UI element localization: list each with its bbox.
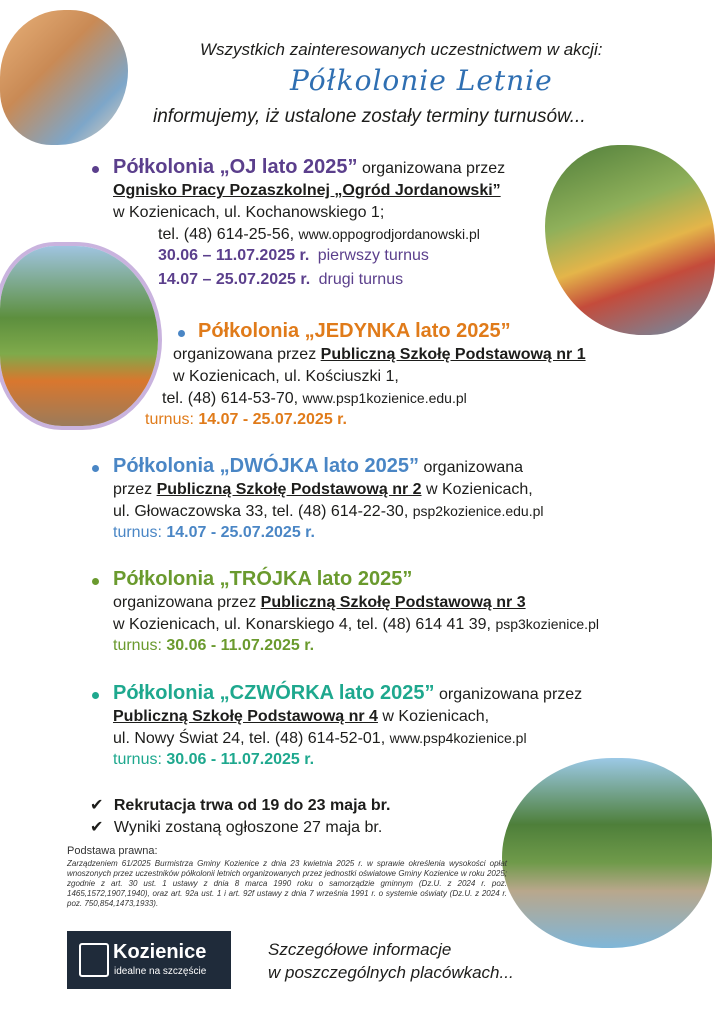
camp-jedynka-by: organizowana przez xyxy=(173,346,317,363)
camp-czworka-address: ul. Nowy Świat 24, tel. (48) 614-52-01, xyxy=(113,730,386,747)
camp-czworka-website[interactable]: www.psp4kozienice.pl xyxy=(389,730,527,746)
camp-oj-term1: 30.06 – 11.07.2025 r. xyxy=(158,247,310,264)
footer-line-1: Szczegółowe informacje xyxy=(268,940,452,959)
bullet-icon xyxy=(92,692,99,699)
camp-jedynka-website[interactable]: www.psp1kozienice.edu.pl xyxy=(302,390,467,406)
camp-trojka-title: Półkolonia „TRÓJKA lato 2025” xyxy=(113,568,413,590)
photo-water-park xyxy=(502,758,712,948)
camp-jedynka-turnus-label: turnus: xyxy=(145,411,194,428)
photo-children-top-left xyxy=(0,10,128,145)
photo-children-group xyxy=(545,145,715,335)
bullet-icon xyxy=(92,465,99,472)
checklist-item xyxy=(90,817,382,837)
bullet-icon xyxy=(92,166,99,173)
camp-czworka-after-org: w Kozienicach, xyxy=(382,708,490,725)
camp-trojka-address: w Kozienicach, ul. Konarskiego 4, tel. (48) 614 41 39, xyxy=(113,616,491,633)
footer-line-2: w poszczególnych placówkach... xyxy=(268,963,514,982)
header-intro: Wszystkich zainteresowanych uczestnictwem w akcji: xyxy=(200,40,603,59)
results-text: Wyniki zostaną ogłoszone 27 maja br. xyxy=(113,819,383,836)
camp-trojka-turnus: 30.06 - 11.07.2025 r. xyxy=(166,637,315,654)
camp-jedynka-turnus: 14.07 - 25.07.2025 r. xyxy=(198,411,347,428)
camp-czworka-turnus: 30.06 - 11.07.2025 r. xyxy=(166,751,315,768)
camp-jedynka-org: Publiczną Szkołę Podstawową nr 1 xyxy=(320,346,586,363)
camp-trojka-turnus-label: turnus: xyxy=(113,637,162,654)
check-icon: ✔ xyxy=(90,797,104,814)
photo-playground xyxy=(0,246,158,426)
camp-dwojka-turnus-label: turnus: xyxy=(113,524,162,541)
camp-oj-phone: tel. (48) 614-25-56, xyxy=(158,226,295,243)
camp-dwojka-prefix: przez xyxy=(113,481,153,498)
camp-dwojka-address: ul. Głowaczowska 33, tel. (48) 614-22-30, xyxy=(113,503,409,520)
camp-dwojka-after-org: w Kozienicach, xyxy=(425,481,533,498)
camp-oj-term2-label: drugi turnus xyxy=(318,271,404,288)
bullet-icon xyxy=(92,578,99,585)
kozienice-logo xyxy=(67,931,231,989)
page-title: Półkolonie Letnie xyxy=(290,64,553,97)
camp-dwojka-org: Publiczną Szkołę Podstawową nr 2 xyxy=(156,481,422,498)
checklist-item xyxy=(90,795,390,815)
camp-czworka-title: Półkolonia „CZWÓRKA lato 2025” xyxy=(113,682,435,704)
camp-trojka-by: organizowana przez xyxy=(113,594,257,611)
camp-trojka-org: Publiczną Szkołę Podstawową nr 3 xyxy=(260,594,526,611)
camp-dwojka-title: Półkolonia „DWÓJKA lato 2025” xyxy=(113,455,419,477)
camp-dwojka-website[interactable]: psp2kozienice.edu.pl xyxy=(412,503,544,519)
camp-czworka-org: Publiczną Szkołę Podstawową nr 4 xyxy=(113,708,378,725)
camp-oj-by: organizowana przez xyxy=(361,160,506,177)
recruitment-text: Rekrutacja trwa od 19 do 23 maja br. xyxy=(113,797,391,814)
deer-icon xyxy=(79,943,109,977)
camp-jedynka-address: w Kozienicach, ul. Kościuszki 1, xyxy=(173,368,399,385)
camp-oj-title: Półkolonia „OJ lato 2025” xyxy=(113,156,358,178)
camp-oj-term2: 14.07 – 25.07.2025 r. xyxy=(158,271,311,288)
camp-jedynka-title: Półkolonia „JEDYNKA lato 2025” xyxy=(198,320,511,342)
camp-oj-term1-label: pierwszy turnus xyxy=(317,247,429,264)
camp-trojka-website[interactable]: psp3kozienice.pl xyxy=(495,616,599,632)
camp-oj-website[interactable]: www.oppogrodjordanowski.pl xyxy=(298,226,480,242)
camp-jedynka-phone: tel. (48) 614-53-70, xyxy=(162,390,299,407)
camp-czworka-turnus-label: turnus: xyxy=(113,751,162,768)
logo-tagline: idealne na szczęście xyxy=(114,966,207,977)
check-icon: ✔ xyxy=(90,819,104,836)
header-subtitle: informujemy, iż ustalone zostały terminy turnusów... xyxy=(153,106,586,127)
legal-body: Zarządzeniem 61/2025 Burmistrza Gminy Kozienice z dnia 23 kwietnia 2025 r. w sprawie określenia wysokości opłat wnoszonych przez uczestników półkolonii letnich organizowanych przez jednostki oświatowe Gminy Kozienice w roku 2025; zgodnie z art. 30 ust. 1 ustawy z dnia 8 marca 1990 roku o samorządzie gminnym (Dz.U. z 2024 r. poz. 1465,1572,1907,1940), oraz art. 92a ust. 1 i art. 92f ustawy z dnia 7 września 1991 r. o systemie oświaty (Dz.U. z 2024 r. poz. 750,854,1473,1933). xyxy=(67,859,507,908)
logo-name: Kozienice xyxy=(113,941,207,963)
bullet-icon xyxy=(178,330,185,337)
camp-czworka-by: organizowana przez xyxy=(438,686,583,703)
legal-heading: Podstawa prawna: xyxy=(67,845,158,857)
camp-oj-org: Ognisko Pracy Pozaszkolnej „Ogród Jordanowski” xyxy=(113,182,501,199)
camp-dwojka-turnus: 14.07 - 25.07.2025 r. xyxy=(166,524,315,541)
camp-oj-address: w Kozienicach, ul. Kochanowskiego 1; xyxy=(113,204,385,221)
camp-dwojka-by: organizowana xyxy=(423,459,524,476)
